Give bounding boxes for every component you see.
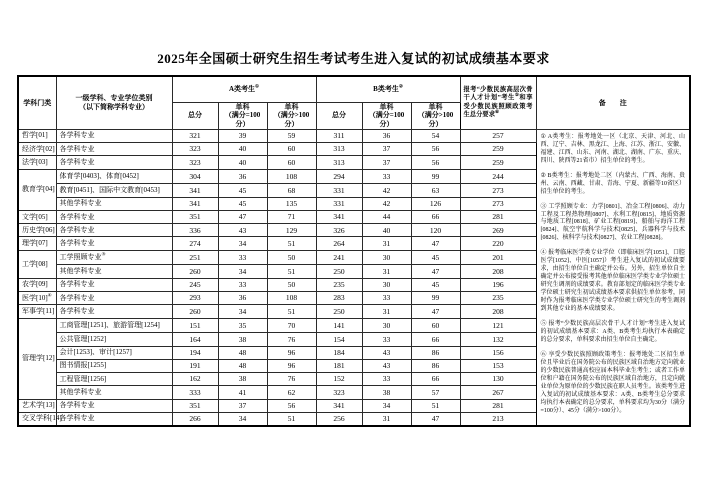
category-cell: 理学[07] xyxy=(18,237,56,250)
score-cell: 45 xyxy=(411,250,460,265)
score-cell: 47 xyxy=(411,237,460,250)
score-cell: 341 xyxy=(316,210,362,223)
score-cell: 35 xyxy=(218,318,267,333)
remarks-cell xyxy=(536,129,690,426)
score-cell: 60 xyxy=(267,143,316,156)
discipline-cell: 各学科专业 xyxy=(56,412,172,425)
score-cell: 304 xyxy=(172,169,218,184)
category-cell: 历史学[06] xyxy=(18,224,56,237)
score-cell: 311 xyxy=(316,129,362,142)
score-cell: 164 xyxy=(172,333,218,346)
score-cell: 42 xyxy=(362,184,411,197)
score-cell: 341 xyxy=(172,184,218,197)
score-cell: 323 xyxy=(172,143,218,156)
score-cell: 30 xyxy=(362,278,411,291)
score-cell: 331 xyxy=(316,197,362,210)
score-cell: 31 xyxy=(362,305,411,318)
category-superscript: ④ xyxy=(47,292,52,298)
remark-note: ① A类考生：报考地处一区（北京、天津、河北、山西、辽宁、吉林、黑龙江、上海、江苏、浙江、安徽、福建、江西、山东、河南、湖北、湖南、广东、重庆、四川、陕西等21省市）招生单位的考生。 xyxy=(540,133,686,164)
category-cell: 艺术学[13] xyxy=(18,399,56,412)
score-cell: 273 xyxy=(460,197,536,210)
score-cell: 34 xyxy=(218,305,267,318)
score-cell: 184 xyxy=(316,346,362,359)
category-cell: 管理学[12] xyxy=(18,318,56,399)
score-cell: 59 xyxy=(267,129,316,142)
score-cell: 194 xyxy=(172,346,218,359)
score-cell: 257 xyxy=(460,129,536,142)
score-cell: 250 xyxy=(316,265,362,278)
category-cell: 医学[10]④ xyxy=(18,291,56,304)
discipline-cell: 各学科专业 xyxy=(56,224,172,237)
score-cell: 269 xyxy=(460,224,536,237)
discipline-cell: 其他学科专业 xyxy=(56,197,172,210)
score-cell: 121 xyxy=(460,318,536,333)
header-a-total: 总分 xyxy=(172,102,218,129)
header-a-single-100: 单科 （满分=100分） xyxy=(218,102,267,129)
score-cell: 220 xyxy=(460,237,536,250)
score-cell: 34 xyxy=(218,265,267,278)
category-cell: 法学[03] xyxy=(18,156,56,169)
discipline-cell: 工商管理[1251]、旅游管理[1254] xyxy=(56,318,172,333)
score-cell: 37 xyxy=(362,156,411,169)
discipline-cell: 各学科专业 xyxy=(56,210,172,223)
discipline-cell: 各学科专业 xyxy=(56,237,172,250)
score-cell: 213 xyxy=(460,412,536,425)
score-cell: 323 xyxy=(316,386,362,399)
score-cell: 42 xyxy=(362,197,411,210)
category-cell: 农学[09] xyxy=(18,278,56,291)
score-cell: 45 xyxy=(411,278,460,291)
score-cell: 250 xyxy=(316,305,362,318)
score-cell: 50 xyxy=(267,278,316,291)
score-cell: 40 xyxy=(218,156,267,169)
score-cell: 154 xyxy=(316,333,362,346)
score-cell: 34 xyxy=(218,237,267,250)
page-title: 2025年全国硕士研究生招生考试考生进入复试的初试成绩基本要求 xyxy=(157,51,550,66)
score-cell: 43 xyxy=(362,359,411,372)
score-cell: 108 xyxy=(267,169,316,184)
score-cell: 141 xyxy=(316,318,362,333)
score-cell: 34 xyxy=(362,399,411,412)
score-cell: 47 xyxy=(218,210,267,223)
discipline-cell: 公共管理[1252] xyxy=(56,333,172,346)
score-cell: 47 xyxy=(411,412,460,425)
score-cell: 313 xyxy=(316,143,362,156)
score-cell: 51 xyxy=(267,305,316,318)
remark-note: ③ 工学照顾专业：力学[0801]、冶金工程[0806]、动力工程及工程热物理[0807]、水利工程[0815]、地质资源与地质工程[0818]、矿业工程[0819]、船舶与海洋工程[0824]、航空宇航科学与技术[0825]、兵器科学与技术[0826]、核科学与技术[0827]、农业工程[0828]。 xyxy=(540,203,686,242)
score-cell: 33 xyxy=(218,278,267,291)
score-cell: 235 xyxy=(460,291,536,304)
score-table-body xyxy=(18,129,690,426)
score-cell: 135 xyxy=(267,197,316,210)
score-cell: 36 xyxy=(362,129,411,142)
score-cell: 196 xyxy=(460,278,536,291)
discipline-cell: 各学科专业 xyxy=(56,291,172,304)
score-cell: 244 xyxy=(460,169,536,184)
score-cell: 33 xyxy=(362,169,411,184)
score-cell: 30 xyxy=(362,318,411,333)
score-cell: 30 xyxy=(362,250,411,265)
category-cell: 军事学[11] xyxy=(18,305,56,318)
score-cell: 48 xyxy=(218,359,267,372)
score-cell: 38 xyxy=(218,373,267,386)
score-cell: 76 xyxy=(267,333,316,346)
score-cell: 274 xyxy=(172,237,218,250)
score-cell: 68 xyxy=(267,184,316,197)
score-cell: 63 xyxy=(411,184,460,197)
score-cell: 208 xyxy=(460,305,536,318)
score-cell: 62 xyxy=(267,386,316,399)
header-minority-policy xyxy=(460,76,536,129)
group-b-superscript: ② xyxy=(398,83,403,89)
header-row-top xyxy=(18,76,690,102)
score-cell: 31 xyxy=(362,265,411,278)
score-cell: 259 xyxy=(460,156,536,169)
score-cell: 71 xyxy=(267,210,316,223)
discipline-cell: 各学科专业 xyxy=(56,278,172,291)
score-cell: 33 xyxy=(362,291,411,304)
discipline-cell: 体育学[0403]、体育[0452] xyxy=(56,169,172,184)
score-cell: 241 xyxy=(316,250,362,265)
score-cell: 96 xyxy=(267,346,316,359)
score-cell: 129 xyxy=(267,224,316,237)
score-cell: 56 xyxy=(411,156,460,169)
score-cell: 60 xyxy=(267,156,316,169)
score-cell: 108 xyxy=(267,291,316,304)
score-cell: 251 xyxy=(172,250,218,265)
score-cell: 76 xyxy=(267,373,316,386)
header-remark: 备 注 xyxy=(536,76,690,129)
score-cell: 37 xyxy=(362,143,411,156)
score-cell: 323 xyxy=(172,156,218,169)
score-cell: 130 xyxy=(460,373,536,386)
score-cell: 45 xyxy=(218,197,267,210)
score-cell: 321 xyxy=(172,129,218,142)
score-cell: 51 xyxy=(411,399,460,412)
score-cell: 31 xyxy=(362,412,411,425)
discipline-cell: 会计[1253]、审计[1257] xyxy=(56,346,172,359)
score-cell: 37 xyxy=(218,399,267,412)
minority-superscript-1: ⑤ xyxy=(514,92,520,98)
score-cell: 40 xyxy=(218,143,267,156)
discipline-cell: 其他学科专业 xyxy=(56,386,172,399)
minority-header-text-2: 和享受少数民族照顾政策考生总分要求 xyxy=(463,94,533,119)
discipline-cell: 各学科专业 xyxy=(56,305,172,318)
discipline-superscript: ③ xyxy=(101,251,106,257)
score-cell: 33 xyxy=(218,250,267,265)
header-b-single-over-100: 单科 （满分>100分） xyxy=(411,102,460,129)
score-cell: 283 xyxy=(316,291,362,304)
score-cell: 36 xyxy=(218,169,267,184)
score-cell: 47 xyxy=(411,305,460,318)
score-cell: 259 xyxy=(460,143,536,156)
score-cell: 56 xyxy=(411,143,460,156)
group-a-superscript: ① xyxy=(255,83,260,89)
remark-note: ② B类考生：报考地处二区（内蒙古、广西、海南、贵州、云南、西藏、甘肃、青海、宁夏、新疆等10省区）招生单位的考生。 xyxy=(540,172,686,195)
score-cell: 260 xyxy=(172,305,218,318)
score-cell: 351 xyxy=(172,210,218,223)
score-cell: 273 xyxy=(460,184,536,197)
score-cell: 66 xyxy=(411,333,460,346)
score-cell: 126 xyxy=(411,197,460,210)
score-cell: 34 xyxy=(218,412,267,425)
score-cell: 153 xyxy=(460,359,536,372)
score-cell: 341 xyxy=(172,197,218,210)
score-cell: 341 xyxy=(316,399,362,412)
score-cell: 331 xyxy=(316,184,362,197)
score-cell: 86 xyxy=(411,346,460,359)
score-cell: 38 xyxy=(362,386,411,399)
score-cell: 31 xyxy=(362,237,411,250)
score-cell: 56 xyxy=(267,399,316,412)
score-cell: 66 xyxy=(411,210,460,223)
minority-superscript-2: ⑥ xyxy=(495,109,500,115)
score-cell: 326 xyxy=(316,224,362,237)
score-cell: 152 xyxy=(316,373,362,386)
score-cell: 43 xyxy=(218,224,267,237)
score-cell: 33 xyxy=(362,373,411,386)
header-a-single-over-100: 单科 （满分>100分） xyxy=(267,102,316,129)
category-cell: 经济学[02] xyxy=(18,143,56,156)
discipline-cell: 工程管理[1256] xyxy=(56,373,172,386)
discipline-cell: 教育[0451]、国际中文教育[0453] xyxy=(56,184,172,197)
score-table-header xyxy=(18,76,690,129)
score-cell: 313 xyxy=(316,156,362,169)
remark-note: ⑤ 报考“少数民族高层次骨干人才计划”考生进入复试的初试成绩基本要求：A类、B类考生均执行本表确定的总分要求，单科要求由招生单位自主确定。 xyxy=(540,321,686,344)
header-group-b xyxy=(316,76,460,102)
category-cell: 教育学[04] xyxy=(18,169,56,210)
score-cell: 96 xyxy=(267,359,316,372)
score-cell: 256 xyxy=(316,412,362,425)
score-cell: 47 xyxy=(411,265,460,278)
score-cell: 267 xyxy=(460,386,536,399)
score-cell: 120 xyxy=(411,224,460,237)
score-cell: 43 xyxy=(362,346,411,359)
remark-note: ④ 报考临床医学类专业学位（即临床医学[1051]、口腔医学[1052]、中医[1057]）考生进入复试的初试成绩要求，由招生单位自主确定并公布。另外，招生单位自主确定并公布接受报考其他单位临床医学类专业学位硕士研究生调剂的成绩要求。教育部划定的临床医学类专业学位硕士研究生初试成绩基本要求供招生单位参考，同时作为报考临床医学类专业学位硕士研究生的考生调剂到其他专业的基本成绩要求。 xyxy=(540,250,686,313)
score-cell: 40 xyxy=(362,224,411,237)
discipline-cell: 各学科专业 xyxy=(56,399,172,412)
score-cell: 293 xyxy=(172,291,218,304)
score-cell: 51 xyxy=(267,412,316,425)
score-cell: 201 xyxy=(460,250,536,265)
score-cell: 260 xyxy=(172,265,218,278)
score-cell: 245 xyxy=(172,278,218,291)
category-cell: 工学[08] xyxy=(18,250,56,278)
score-cell: 162 xyxy=(172,373,218,386)
score-cell: 66 xyxy=(411,373,460,386)
score-cell: 266 xyxy=(172,412,218,425)
score-cell: 351 xyxy=(172,399,218,412)
score-cell: 336 xyxy=(172,224,218,237)
score-cell: 45 xyxy=(218,184,267,197)
score-cell: 51 xyxy=(267,237,316,250)
score-cell: 151 xyxy=(172,318,218,333)
score-cell: 181 xyxy=(316,359,362,372)
score-cell: 50 xyxy=(267,250,316,265)
score-cell: 235 xyxy=(316,278,362,291)
discipline-cell: 各学科专业 xyxy=(56,143,172,156)
remark-note: ⑥ 享受少数民族照顾政策考生：报考地处二区招生单位且毕业后在国务院公布的民族区域自治地方定向就业的少数民族普通高校应届本科毕业生考生；或者工作单位和户籍在国务院公布的民族区域自治地方，且定向就业单位为原单位的少数民族在职人员考生。该类考生进入复试的初试成绩基本要求：A类、B类考生总分要求均执行本表确定的总分要求，单科要求均为30分（满分=100分）、45分（满分>100分）。 xyxy=(540,352,686,414)
score-cell: 51 xyxy=(267,265,316,278)
score-cell: 54 xyxy=(411,129,460,142)
score-cell: 39 xyxy=(218,129,267,142)
score-cell: 70 xyxy=(267,318,316,333)
score-cell: 264 xyxy=(316,237,362,250)
category-cell: 文学[05] xyxy=(18,210,56,223)
score-cell: 281 xyxy=(460,210,536,223)
discipline-cell: 图书情报[1255] xyxy=(56,359,172,372)
discipline-cell: 各学科专业 xyxy=(56,156,172,169)
table-row xyxy=(18,129,690,142)
minority-header-text: 报考“少数民族高层次骨干人才计划”考生 xyxy=(463,85,533,102)
score-cell: 132 xyxy=(460,333,536,346)
discipline-cell: 其他学科专业 xyxy=(56,265,172,278)
header-b-total: 总分 xyxy=(316,102,362,129)
score-cell: 41 xyxy=(218,386,267,399)
score-cell: 99 xyxy=(411,291,460,304)
score-cell: 99 xyxy=(411,169,460,184)
header-discipline: 一级学科、专业学位类别 （以下简称学科专业） xyxy=(56,76,172,129)
score-cell: 38 xyxy=(218,333,267,346)
category-cell: 交叉学科[14] xyxy=(18,412,56,425)
score-cell: 333 xyxy=(172,386,218,399)
score-cell: 57 xyxy=(411,386,460,399)
score-cell: 60 xyxy=(411,318,460,333)
group-b-label: B类考生 xyxy=(373,84,399,93)
score-cell: 208 xyxy=(460,265,536,278)
category-cell: 哲学[01] xyxy=(18,129,56,142)
score-table xyxy=(17,75,691,427)
score-cell: 33 xyxy=(362,333,411,346)
score-cell: 48 xyxy=(218,346,267,359)
score-cell: 156 xyxy=(460,346,536,359)
discipline-cell: 各学科专业 xyxy=(56,129,172,142)
header-group-a xyxy=(172,76,316,102)
score-cell: 36 xyxy=(218,291,267,304)
score-cell: 191 xyxy=(172,359,218,372)
score-cell: 281 xyxy=(460,399,536,412)
discipline-cell: 工学照顾专业③ xyxy=(56,250,172,265)
score-cell: 294 xyxy=(316,169,362,184)
score-cell: 86 xyxy=(411,359,460,372)
header-b-single-100: 单科 （满分=100分） xyxy=(362,102,411,129)
header-category: 学科门类 xyxy=(18,76,56,129)
group-a-label: A类考生 xyxy=(228,84,255,93)
score-cell: 44 xyxy=(362,210,411,223)
